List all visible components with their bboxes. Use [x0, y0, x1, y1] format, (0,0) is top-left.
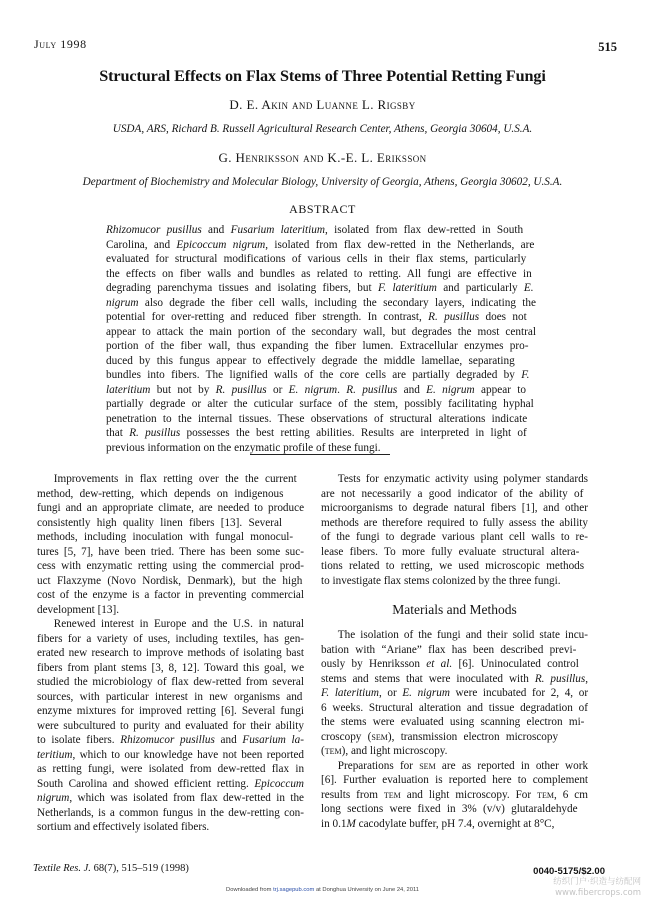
- text-line: that R. pusillus possesses the best retting abilities. Results are interpreted in light of: [106, 427, 527, 439]
- text-line: bation with “Ariane” flax has been described previ-: [321, 643, 577, 656]
- affiliation-usda: USDA, ARS, Richard B. Russell Agricultural Research Center, Athens, Georgia 30604, U.S.A.: [112, 123, 533, 135]
- text-line: teritium, which to our knowledge have not been reported: [37, 748, 305, 761]
- download-suffix: at Donghua University on June 24, 2011: [314, 887, 419, 893]
- text-line: Renewed interest in Europe and the U.S. in natural: [37, 618, 304, 630]
- text-line: as retting fungi, were isolated from dew-retted flax in: [37, 763, 305, 775]
- text-line: croscopy (sem), transmission electron microscopy: [321, 730, 559, 743]
- text-line: sortium and effectively isolated fibers.: [37, 821, 210, 833]
- footer-price-code: 0040-5175/$2.00: [533, 866, 605, 877]
- text-line: fungi and an appropriate climate, are needed to produce: [37, 502, 305, 514]
- intro-continued-text: [321, 472, 588, 588]
- text-line: methods, including inoculation with fungal monocul-: [37, 531, 294, 543]
- text-line: consistently high quality linen fibers [13]. Several: [37, 516, 283, 529]
- text-line: uct Flaxzyme (Novo Nordisk, Denmark), but the high: [37, 574, 303, 587]
- text-line: microorganisms to degrade natural fibers [1], and other: [321, 502, 588, 514]
- text-line: appear to attack the main portion of the secondary wall, but degrades the most central: [106, 325, 536, 338]
- text-line: fibers for a variety of uses, including textiles, has gen-: [37, 632, 305, 645]
- text-line: bundles into fibers. The lignified walls of the core cells are partially degraded by F.: [106, 369, 530, 381]
- download-link[interactable]: trj.sagepub.com: [273, 887, 315, 893]
- footer-journal: Textile Res. J.: [33, 863, 91, 874]
- intro-text: [37, 472, 304, 835]
- text-line: enzyme mixtures for improved retting [6]. Several fungi: [37, 705, 304, 717]
- download-prefix: Downloaded from: [226, 887, 274, 893]
- text-line: results from tem and light microscopy. For tem, 6 cm: [321, 788, 588, 801]
- text-line: erated new research to improve methods of isolating bast: [37, 647, 304, 659]
- text-line: evaluated for structural modifications of various cells in their flax stems, particularly: [106, 253, 527, 265]
- text-line: tions related to retting, we used microscopic methods: [321, 560, 585, 572]
- text-line: Tests for enzymatic activity using polymer standards: [321, 473, 589, 485]
- text-line: The isolation of the fungi and their solid state incu-: [321, 629, 588, 641]
- text-line: South Carolina and showed efficient retting. Epicoccum: [37, 777, 305, 790]
- text-line: method, dew-retting, which depends on indigenous: [37, 487, 284, 500]
- text-line: cess with enzymatic retting using the commercial prod-: [37, 560, 304, 572]
- text-line: Rhizomucor pusillus and Fusarium lateritium, isolated from flax dew-retted in South: [106, 224, 524, 236]
- page-number: 515: [598, 40, 617, 54]
- text-line: the stems were evaluated using scanning electron mi-: [321, 716, 585, 728]
- text-line: stems and stems that were inoculated with R. pusillus,: [321, 672, 589, 685]
- download-notice: [0, 887, 645, 893]
- text-line: (tem), and light microscopy.: [321, 745, 448, 757]
- methods-heading: Materials and Methods: [392, 602, 517, 617]
- text-line: degrading parenchyma tissues and isolating fibers, but F. lateritium and particularly E.: [106, 282, 534, 294]
- text-line: lateritium but not by R. pusillus or E. nigrum. R. pusillus and E. nigrum appear to: [106, 383, 527, 396]
- text-line: Carolina, and Epicoccum nigrum, isolated from flax dew-retted in the Netherlands, are: [106, 238, 535, 251]
- watermark-line-2: www.fibercrops.com: [555, 888, 641, 898]
- left-column: [37, 472, 304, 835]
- text-line: partially degrade or alter the cuticular surface of the stem, possibly facilitating hyphal: [106, 398, 534, 410]
- article-title: Structural Effects on Flax Stems of Three Potential Retting Fungi: [99, 67, 546, 85]
- text-line: tures [5, 7], have been tried. There has been some suc-: [37, 545, 304, 558]
- text-line: in 0.1M cacodylate buffer, pH 7.4, overnight at 8°C,: [321, 817, 555, 830]
- text-line: sources, with particular interest in new organisms and: [37, 690, 303, 703]
- abstract-text: [106, 223, 536, 455]
- methods-text: [321, 628, 588, 831]
- text-line: fibers from plant stems [3, 8, 12]. Toward this goal, we: [37, 661, 305, 674]
- text-line: to investigate flax stems colonized by the three fungi.: [321, 574, 561, 587]
- running-head: July 1998: [34, 37, 87, 51]
- footer-volume: 68(7), 515–519 (1998): [90, 863, 189, 874]
- authors-usda: D. E. Akin and Luanne L. Rigsby: [229, 97, 416, 112]
- abstract-heading: ABSTRACT: [289, 202, 356, 216]
- text-line: Netherlands, is a common fungus in the dew-retting con-: [37, 806, 304, 819]
- right-column: [321, 472, 588, 831]
- text-line: portion of the fiber wall, thus expanding the fiber lumen. Extracellular enzymes pro-: [106, 340, 529, 352]
- watermark: [553, 877, 641, 899]
- text-line: to isolate fibers. Rhizomucor pusillus and Fusarium la-: [37, 734, 304, 746]
- text-line: penetration to the internal tissues. These observations of structural alterations indicate: [106, 412, 528, 425]
- text-line: methods are therefore required to fully assess the ability: [321, 516, 589, 529]
- text-line: cost of the enzyme is a factor in preventing commercial: [37, 589, 305, 601]
- text-line: lease fibers. To more fully evaluate structural altera-: [321, 545, 580, 558]
- text-line: the effects on fiber walls and bundles as related to retting. All fungi are effective in: [106, 267, 532, 280]
- text-line: [6]. Further evaluation is reported here to complement: [321, 774, 589, 786]
- watermark-line-1: 纺织门户·织造与纺配网: [553, 877, 641, 887]
- text-line: are not necessarily a good indicator of the ability of: [321, 487, 584, 500]
- text-line: duced by this fungus appear to effectively degrade the middle lamellae, separating: [106, 354, 515, 367]
- text-line: long sections were fixed in 3% (v/v) glutaraldehyde: [321, 803, 578, 815]
- affiliation-uga: Department of Biochemistry and Molecular Biology, University of Georgia, Athens, Georgia 30602, U.S.A.: [82, 176, 563, 188]
- text-line: previous information on the enzymatic profile of these fungi.: [106, 441, 381, 454]
- text-line: studied the microbiology of flax dew-retted from several: [37, 676, 304, 688]
- text-line: nigrum also degrade the fiber cell walls, including the secondary layers, indicating the: [106, 296, 537, 309]
- text-line: were subcultured to purity and evaluated for their ability: [37, 719, 304, 732]
- text-line: Improvements in flax retting over the the current: [37, 473, 297, 485]
- text-line: Preparations for sem are as reported in other work: [321, 759, 589, 772]
- text-line: nigrum, which was isolated from flax dew-retted in the: [37, 792, 305, 804]
- text-line: development [13].: [37, 603, 120, 616]
- abstract-separator-rule: [250, 454, 390, 455]
- text-line: F. lateritium, or E. nigrum were incubated for 2, 4, or: [321, 687, 589, 699]
- text-line: 6 weeks. Structural alteration and tissue degradation of: [321, 701, 588, 714]
- authors-uga: G. Henriksson and K.-E. L. Eriksson: [218, 150, 427, 165]
- text-line: ously by Henriksson et al. [6]. Uninoculated control: [321, 658, 579, 670]
- text-line: potential for over-retting and reduced fiber strength. In contrast, R. pusillus does not: [106, 311, 527, 323]
- text-line: of the fungi to degrade various plant cell walls to re-: [321, 531, 588, 543]
- footer-citation: [33, 863, 189, 874]
